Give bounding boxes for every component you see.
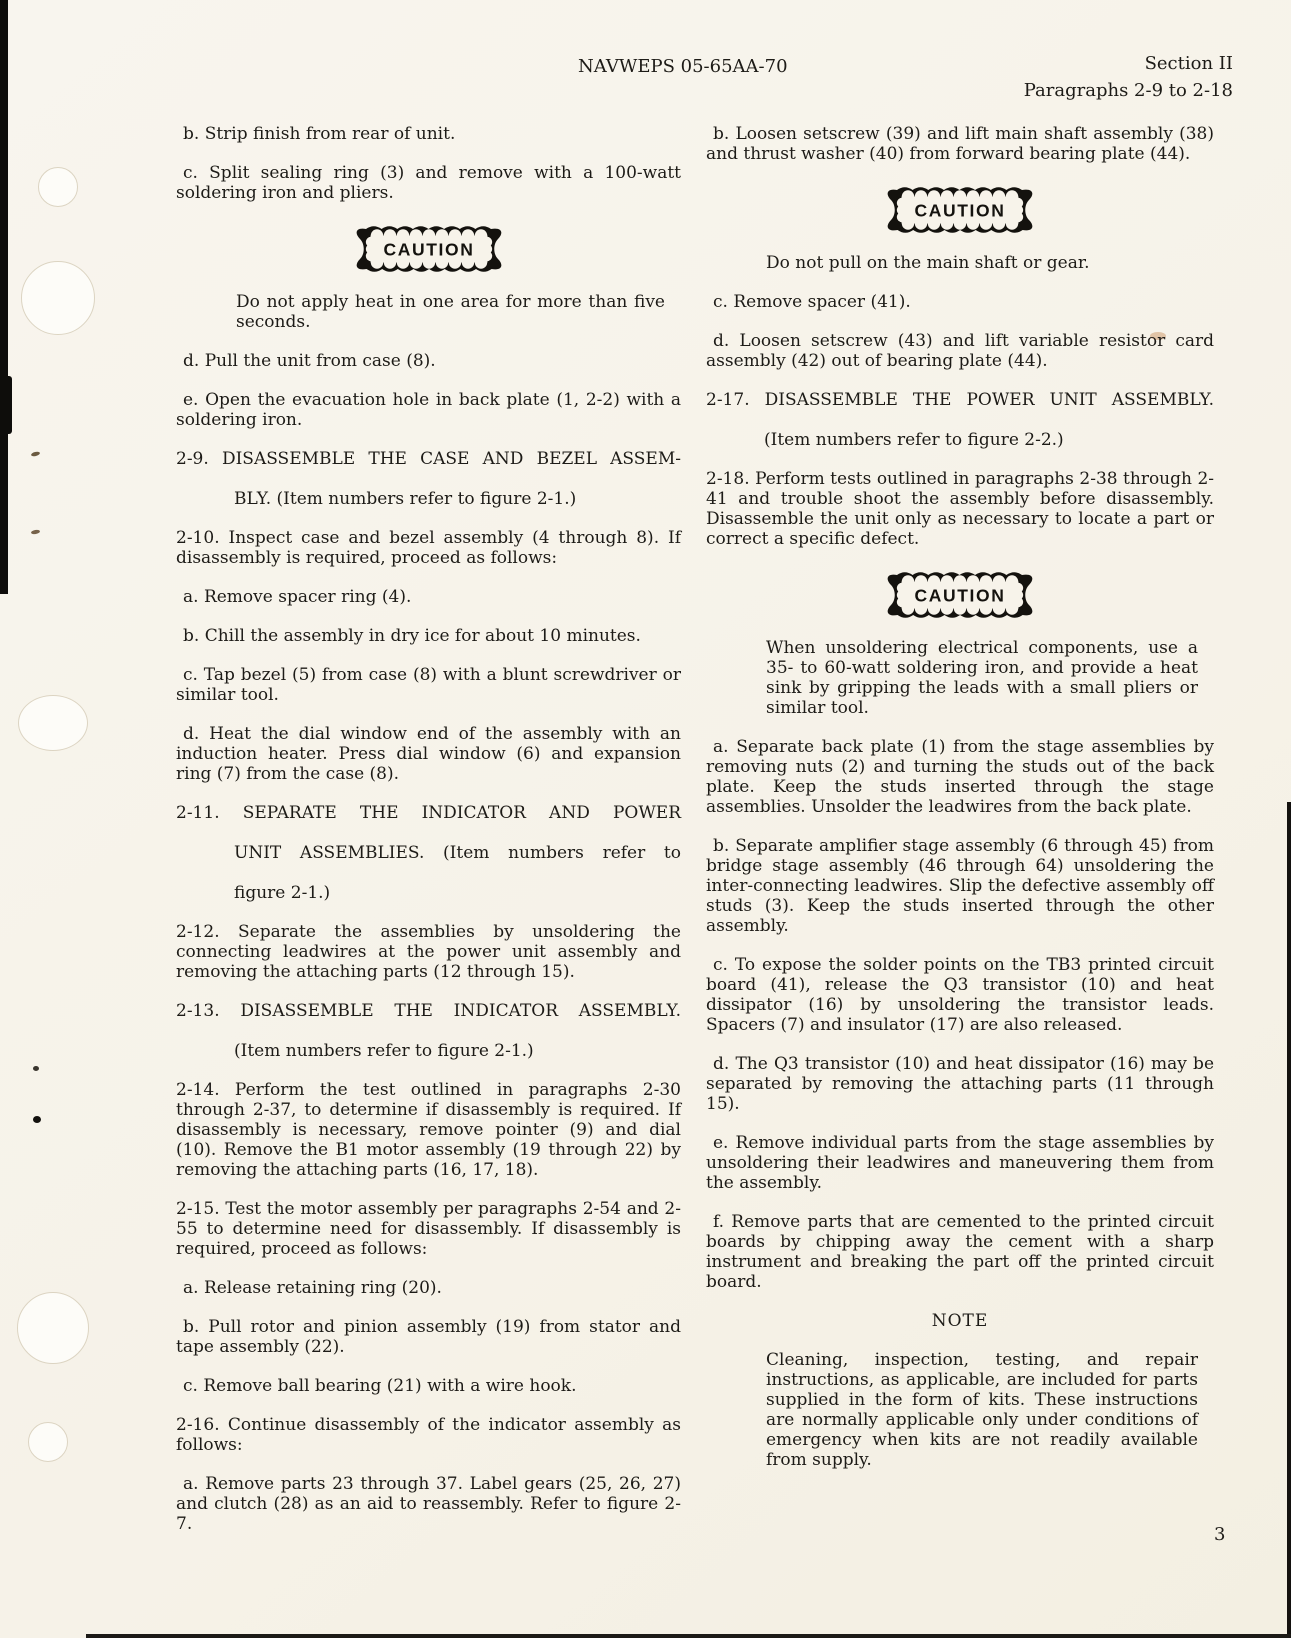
- sub-paragraph: c. Split sealing ring (3) and remove with a 100-watt soldering iron and pliers.: [176, 163, 681, 203]
- paragraph-range-label: Paragraphs 2-9 to 2-18: [1023, 80, 1233, 101]
- punch-hole: [28, 1422, 68, 1462]
- sub-paragraph: e. Open the evacuation hole in back plate (1, 2-2) with a soldering iron.: [176, 390, 681, 430]
- paragraph: 2-15. Test the motor assembly per paragraphs 2-54 and 2-55 to determine need for disassembly. If disassembly is required, proceed as follows:: [176, 1199, 681, 1259]
- punch-hole: [18, 695, 88, 751]
- scan-edge-left-notch: [0, 376, 12, 434]
- scan-edge-right-bar: [1287, 802, 1291, 1638]
- doc-number: NAVWEPS 05-65AA-70: [578, 56, 788, 77]
- heading-line: figure 2-1.): [234, 883, 331, 903]
- sub-paragraph: e. Remove individual parts from the stage assemblies by unsoldering their leadwires and maneuvering them from the assembly.: [706, 1133, 1214, 1193]
- caution-stamp: [353, 222, 505, 276]
- scan-speck: [33, 1066, 39, 1071]
- section-heading: [176, 1001, 681, 1061]
- indented-note-text: When unsoldering electrical components, use a 35- to 60-watt soldering iron, and provide a heat sink by gripping the leads with a small pliers or similar tool.: [766, 638, 1198, 718]
- sub-paragraph: c. Remove spacer (41).: [713, 292, 911, 312]
- indented-note-text: Do not apply heat in one area for more than five seconds.: [236, 292, 665, 332]
- indented-note-text: Do not pull on the main shaft or gear.: [766, 253, 1090, 273]
- note-heading: NOTE: [931, 1311, 989, 1331]
- sub-paragraph: a. Remove parts 23 through 37. Label gears (25, 26, 27) and clutch (28) as an aid to reassembly. Refer to figure 2-7.: [176, 1474, 681, 1534]
- sub-paragraph: b. Chill the assembly in dry ice for about 10 minutes.: [183, 626, 641, 646]
- heading-line: 2-17. DISASSEMBLE THE POWER UNIT ASSEMBLY.: [706, 390, 1214, 410]
- scan-speck: [33, 1116, 41, 1123]
- sub-paragraph: d. Heat the dial window end of the assembly with an induction heater. Press dial window (6) and expansion ring (7) from the case (8).: [176, 724, 681, 784]
- caution-stamp: [884, 568, 1036, 622]
- caution-stamp: [884, 183, 1036, 237]
- punch-hole: [17, 1292, 89, 1364]
- sub-paragraph: c. Remove ball bearing (21) with a wire hook.: [183, 1376, 577, 1396]
- section-heading: [176, 449, 681, 509]
- section-heading: [706, 390, 1214, 450]
- scan-speck: [31, 451, 41, 457]
- sub-paragraph: b. Loosen setscrew (39) and lift main shaft assembly (38) and thrust washer (40) from forward bearing plate (44).: [706, 124, 1214, 164]
- heading-line: (Item numbers refer to figure 2-1.): [234, 1041, 534, 1061]
- heading-line: BLY. (Item numbers refer to figure 2-1.): [234, 489, 577, 509]
- sub-paragraph: b. Separate amplifier stage assembly (6 through 45) from bridge stage assembly (46 through 64) unsoldering the inter-connecting leadwires. Slip the defective assembly off studs (3). Keep the studs inserted through the other assembly.: [706, 836, 1214, 936]
- heading-line: 2-11. SEPARATE THE INDICATOR AND POWER: [176, 803, 681, 823]
- section-label: Section II: [1144, 53, 1233, 74]
- caution-label: CAUTION: [914, 585, 1006, 606]
- heading-line: 2-9. DISASSEMBLE THE CASE AND BEZEL ASSEM-: [176, 449, 681, 469]
- caution-box: [706, 568, 1214, 622]
- heading-line: UNIT ASSEMBLIES. (Item numbers refer to: [234, 843, 681, 863]
- paragraph: 2-18. Perform tests outlined in paragraphs 2-38 through 2-41 and trouble shoot the assembly before disassembly. Disassemble the unit only as necessary to locate a part or correct a specific defect.: [706, 469, 1214, 549]
- caution-box: [706, 183, 1214, 237]
- page-number: 3: [1214, 1524, 1226, 1545]
- paragraph: 2-14. Perform the test outlined in paragraphs 2-30 through 2-37, to determine if disassembly is required. If disassembly is necessary, remove pointer (9) and dial (10). Remove the B1 motor assembly (19 through 22) by removing the attaching parts (16, 17, 18).: [176, 1080, 681, 1180]
- sub-paragraph: d. The Q3 transistor (10) and heat dissipator (16) may be separated by removing the attaching parts (11 through 15).: [706, 1054, 1214, 1114]
- sub-paragraph: b. Pull rotor and pinion assembly (19) from stator and tape assembly (22).: [176, 1317, 681, 1357]
- sub-paragraph: c. To expose the solder points on the TB3 printed circuit board (41), release the Q3 transistor (10) and heat dissipator (16) by unsoldering the transistor leads. Spacers (7) and insulator (17) are also released.: [706, 955, 1214, 1035]
- paragraph: 2-10. Inspect case and bezel assembly (4 through 8). If disassembly is required, proceed as follows:: [176, 528, 681, 568]
- indented-note-text: Cleaning, inspection, testing, and repair instructions, as applicable, are included for parts supplied in the form of kits. These instructions are normally applicable only under conditions of emergency when kits are not readily available from supply.: [766, 1350, 1198, 1470]
- sub-paragraph: a. Release retaining ring (20).: [183, 1278, 442, 1298]
- sub-paragraph: c. Tap bezel (5) from case (8) with a blunt screwdriver or similar tool.: [176, 665, 681, 705]
- section-heading: [176, 803, 681, 903]
- right-column: [706, 124, 1214, 1489]
- left-column: [176, 124, 681, 1553]
- scan-edge-bottom-bar: [86, 1634, 1291, 1638]
- sub-paragraph: d. Pull the unit from case (8).: [183, 351, 436, 371]
- caution-label: CAUTION: [914, 200, 1006, 221]
- heading-line: 2-13. DISASSEMBLE THE INDICATOR ASSEMBLY.: [176, 1001, 681, 1021]
- heading-line: (Item numbers refer to figure 2-2.): [764, 430, 1064, 450]
- sub-paragraph: a. Separate back plate (1) from the stage assemblies by removing nuts (2) and turning the studs out of the back plate. Keep the studs inserted through the stage assemblies. Unsolder the leadwires from the back plate.: [706, 737, 1214, 817]
- scan-speck: [31, 529, 41, 535]
- caution-label: CAUTION: [383, 239, 474, 260]
- punch-hole: [38, 167, 78, 207]
- paragraph: 2-12. Separate the assemblies by unsoldering the connecting leadwires at the power unit assembly and removing the attaching parts (12 through 15).: [176, 922, 681, 982]
- caution-box: [176, 222, 681, 276]
- scan-edge-left-bar: [0, 0, 8, 594]
- sub-paragraph: d. Loosen setscrew (43) and lift variable resistor card assembly (42) out of bearing plate (44).: [706, 331, 1214, 371]
- punch-hole: [21, 261, 95, 335]
- sub-paragraph: f. Remove parts that are cemented to the printed circuit boards by chipping away the cement with a sharp instrument and breaking the part off the printed circuit board.: [706, 1212, 1214, 1292]
- paragraph: 2-16. Continue disassembly of the indicator assembly as follows:: [176, 1415, 681, 1455]
- sub-paragraph: b. Strip finish from rear of unit.: [183, 124, 456, 144]
- header-right: [1024, 50, 1233, 104]
- sub-paragraph: a. Remove spacer ring (4).: [183, 587, 412, 607]
